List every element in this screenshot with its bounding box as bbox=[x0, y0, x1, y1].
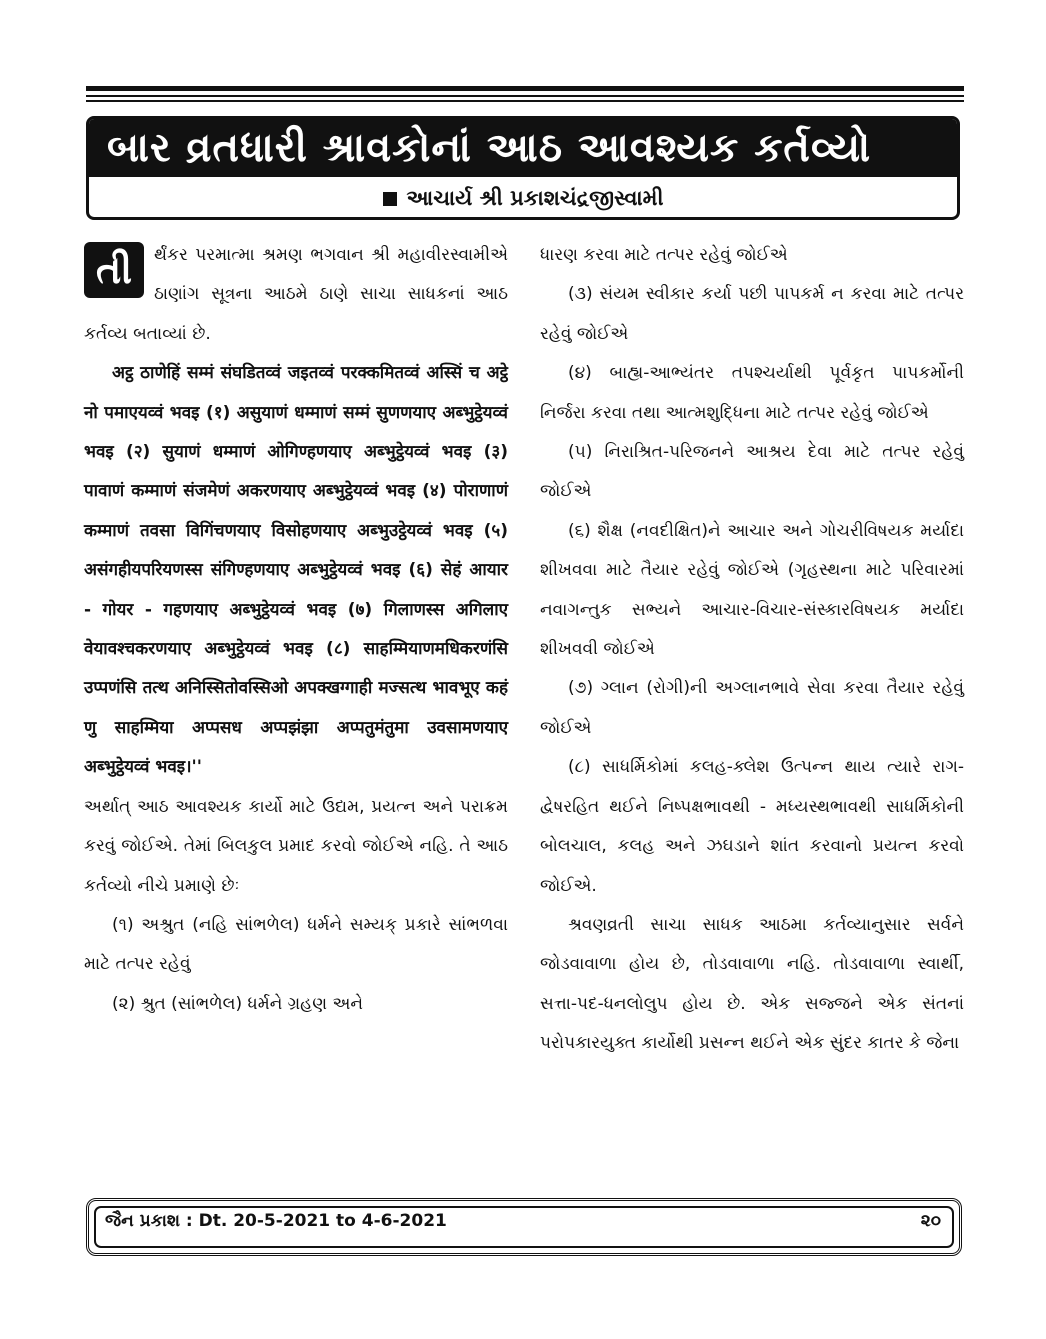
top-rule-thin-2 bbox=[86, 100, 964, 102]
author-name: આચાર્ય શ્રી પ્રકાશચંદ્રજીસ્વામી bbox=[406, 186, 664, 210]
duty-2-continued: ધારણ કરવા માટે તત્પર રહેવું જોઈએ bbox=[540, 245, 788, 265]
footer-publication: જૈન પ્રકાશ : Dt. 20-5-2021 to 4-6-2021 bbox=[105, 1211, 447, 1231]
square-bullet-icon bbox=[383, 192, 397, 206]
left-column bbox=[84, 236, 508, 1024]
duty-6: (૬) શૈક્ષ (નવદીક્ષિત)ને આચાર અને ગોચરીવિષયક મર્યાદા શીખવવા માટે તૈયાર રહેવું જોઈએ (ગૃહસ્થના માટે પરિવારમાં નવાગન્તુક સભ્યને આચાર-વિચાર-સંસ્કારવિષયક મર્યાદા શીખવવી જોઈએ bbox=[540, 520, 964, 660]
title-box bbox=[86, 116, 960, 220]
meaning-paragraph: અર્થાત્ આઠ આવશ્યક કાર્યો માટે ઉદ્યમ, પ્રયત્ન અને પરાક્રમ કરવું જોઈએ. તેમાં બિલકુલ પ્રમાદ કરવો જોઈએ નહિ. તે આઠ કર્તવ્યો નીચે પ્રમાણે છેઃ bbox=[84, 796, 508, 896]
duty-5: (૫) નિરાશ્રિત-પરિજનને આશ્રય દેવા માટે તત્પર રહેવું જોઈએ bbox=[540, 442, 964, 502]
page-title: બાર વ્રતધારી શ્રાવકોનાં આઠ આવશ્યક કર્તવ્યો bbox=[89, 119, 957, 177]
top-rule-thick bbox=[86, 86, 964, 91]
duty-1: (૧) અશ્રુત (નહિ સાંભળેલ) ધર્મને સમ્યક્ પ્રકારે સાંભળવા માટે તત્પર રહેવું bbox=[84, 914, 508, 975]
closing-paragraph: શ્રવણવ્રતી સાચા સાધક આઠમા કર્તવ્યાનુસાર સર્વને જોડવાવાળા હોય છે, તોડવાવાળા નહિ. તોડવાવાળા સ્વાર્થી, સત્તા-પદ-ધનલોલુપ હોય છે. એક સજ્જને એક સંતનાં પરોપકારયુક્ત કાર્યોથી પ્રસન્ન થઈને એક સુંદર કાતર કે જેના bbox=[540, 914, 964, 1054]
right-column bbox=[540, 236, 964, 1064]
duty-7: (૭) ગ્લાન (રોગી)ની અગ્લાનભાવે સેવા કરવા તૈયાર રહેવું જોઈએ bbox=[540, 678, 964, 738]
author-line bbox=[89, 181, 957, 215]
intro-paragraph bbox=[84, 236, 508, 354]
duty-8: (૮) સાધર્મિકોમાં કલહ-ક્લેશ ઉત્પન્ન થાય ત્યારે રાગ-દ્વેષરહિત થઈને નિષ્પક્ષભાવથી - મધ્યસ્થભાવથી સાધર્મિકોની બોલચાલ, કલહ અને ઝઘડાને શાંત કરવાનો પ્રયત્ન કરવો જોઈએ. bbox=[540, 757, 964, 896]
duty-3: (૩) સંયમ સ્વીકાર કર્યા પછી પાપકર્મ ન કરવા માટે તત્પર રહેવું જોઈએ bbox=[540, 284, 964, 344]
intro-text: ર્થંકર પરમાત્મા શ્રમણ ભગવાન શ્રી મહાવીરસ્વામીએ ઠાણાંગ સૂત્રના આઠમે ઠાણે સાચા સાધકનાં આઠ કર્તવ્ય બતાવ્યાં છે. bbox=[84, 245, 508, 344]
top-rule-thin bbox=[86, 95, 964, 97]
prakrit-quote: अट्ठ ठाणेहिं सम्मं संघडितव्वं जइतव्वं परक्कमितव्वं अस्सिं च अट्ठे नो पमाएयव्वं भवइ (१) असुयाणं धम्माणं सम्मं सुणणयाए अब्भुट्ठेयव्वं भवइ (२) सुयाणं धम्माणं ओगिण्हणयाए अब्भुट्ठेयव्वं भवइ (३) पावाणं कम्माणं संजमेणं अकरणयाए अब्भुट्ठेयव्वं भवइ (४) पोराणाणं कम्माणं तवसा विगिंचणयाए विसोहणयाए अब्भुउट्ठेयव्वं भवइ (५) असंगहीयपरियणस्स संगिण्हणयाए अब्भुट्ठेयव्वं भवइ (६) सेहं आयार - गोयर - गहणयाए अब्भुट्ठेयव्वं भवइ (७) गिलाणस्स अगिलाए वेयावश्चकरणयाए अब्भुट्ठेयव्वं भवइ (८) साहम्मियाणमधिकरणंसि उप्पणंसि तत्थ अनिस्सितोवस्सिओ अपक्खग्गाही मज्सत्थ भावभूए कहं णु साहम्मिया अप्पसध अप्पझंझा अप्पतुमंतुमा उवसामणयाए अब्भुट्ठेयव्वं भवइ।'' bbox=[84, 363, 508, 778]
page-number: ૨૦ bbox=[920, 1211, 941, 1231]
footer bbox=[86, 1198, 962, 1256]
duty-2: (૨) શ્રુત (સાંભળેલ) ધર્મને ગ્રહણ અને bbox=[112, 993, 364, 1014]
drop-cap: તી bbox=[84, 242, 144, 298]
duty-4: (૪) બાહ્ય-આભ્યંતર તપશ્ચર્યાથી પૂર્વકૃત પાપકર્મોની નિર્જરા કરવા તથા આત્મશુદ્ધિના માટે તત્પર રહેવું જોઈએ bbox=[540, 363, 964, 423]
